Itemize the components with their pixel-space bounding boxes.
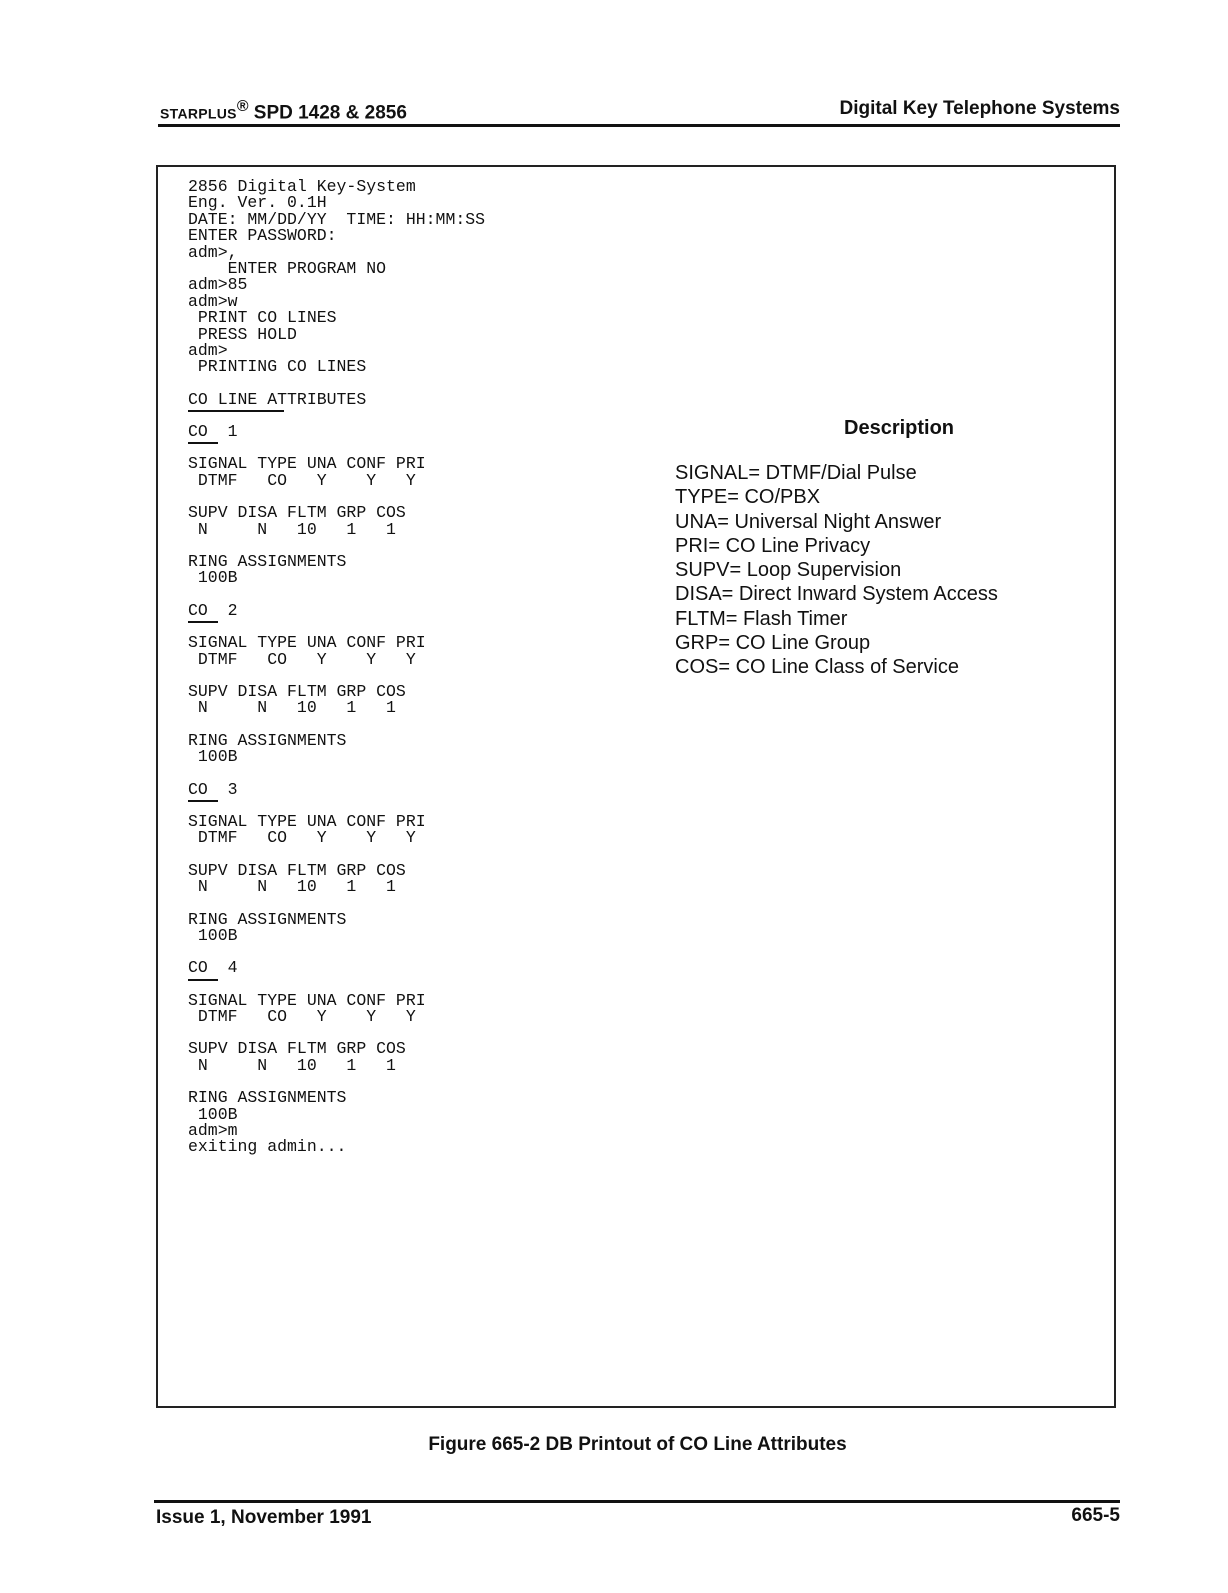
printout-line: ENTER PROGRAM NO [188, 258, 387, 278]
description-title: Description [844, 417, 955, 439]
supv-header: SUPV DISA FLTM GRP COS [188, 681, 406, 701]
printout-line: PRESS HOLD [188, 324, 297, 344]
brand-name: STARPLUS [160, 105, 237, 122]
supv-values: N N 10 1 1 [188, 519, 396, 539]
printout-line: adm>85 [188, 275, 248, 295]
printout-line: adm>, [188, 242, 238, 262]
ring-value: 100B [188, 1104, 238, 1124]
signal-header: SIGNAL TYPE UNA CONF PRI [188, 811, 426, 831]
header-system-title: Digital Key Telephone Systems [839, 98, 1120, 119]
page-number: 665-5 [1071, 1505, 1120, 1526]
co-line-label: CO 1 [188, 424, 485, 440]
registered-mark: ® [236, 98, 249, 115]
description-item: SUPV= Loop Supervision [675, 559, 902, 582]
printout-line: adm>m [188, 1121, 238, 1141]
printout-line: adm>w [188, 291, 238, 311]
ring-value: 100B [188, 747, 238, 767]
description-list [675, 461, 998, 680]
page-footer [154, 1500, 1120, 1533]
ring-value: 100B [188, 568, 238, 588]
printout-line: PRINTING CO LINES [188, 357, 367, 377]
section-title: CO LINE ATTRIBUTES [188, 392, 485, 408]
description-item: FLTM= Flash Timer [675, 607, 848, 630]
ring-value: 100B [188, 925, 238, 945]
description-item: UNA= Universal Night Answer [675, 510, 942, 533]
model-name: SPD 1428 & 2856 [253, 102, 407, 124]
figure-caption: Figure 665-2 DB Printout of CO Line Attributes [428, 1434, 847, 1455]
signal-header: SIGNAL TYPE UNA CONF PRI [188, 990, 426, 1010]
printout-line: 2856 Digital Key-System [188, 177, 416, 196]
signal-values: DTMF CO Y Y Y [188, 470, 416, 490]
supv-header: SUPV DISA FLTM GRP COS [188, 503, 406, 523]
description-item: TYPE= CO/PBX [675, 486, 821, 509]
description-item: COS= CO Line Class of Service [675, 656, 959, 679]
intro-block [188, 179, 485, 376]
description-item: GRP= CO Line Group [675, 632, 871, 655]
co-line-block [188, 766, 485, 945]
issue-date: Issue 1, November 1991 [156, 1507, 372, 1528]
header-product-title [160, 98, 407, 124]
ring-header: RING ASSIGNMENTS [188, 552, 347, 572]
supv-header: SUPV DISA FLTM GRP COS [188, 860, 406, 880]
printout-line: DATE: MM/DD/YY TIME: HH:MM:SS [188, 209, 486, 229]
co-line-label: CO 3 [188, 782, 485, 798]
signal-values: DTMF CO Y Y Y [188, 1007, 416, 1027]
printout-line: PRINT CO LINES [188, 308, 337, 328]
co-line-label: CO 4 [188, 960, 485, 976]
co-line-block [188, 408, 485, 587]
signal-values: DTMF CO Y Y Y [188, 649, 416, 669]
signal-header: SIGNAL TYPE UNA CONF PRI [188, 454, 426, 474]
description-item: DISA= Direct Inward System Access [675, 583, 998, 606]
printout-line: adm> [188, 340, 228, 360]
co-line-label: CO 2 [188, 603, 485, 619]
supv-values: N N 10 1 1 [188, 1055, 396, 1075]
co-line-block [188, 944, 485, 1123]
description-item: SIGNAL= DTMF/Dial Pulse [675, 462, 917, 484]
ring-header: RING ASSIGNMENTS [188, 1088, 347, 1108]
supv-values: N N 10 1 1 [188, 877, 396, 897]
page-header [158, 92, 1120, 127]
supv-header: SUPV DISA FLTM GRP COS [188, 1039, 406, 1059]
supv-values: N N 10 1 1 [188, 698, 396, 718]
figure-box [156, 165, 1116, 1408]
outro-block [188, 1123, 485, 1156]
signal-header: SIGNAL TYPE UNA CONF PRI [188, 633, 426, 653]
ring-header: RING ASSIGNMENTS [188, 730, 347, 750]
co-line-block [188, 587, 485, 766]
signal-values: DTMF CO Y Y Y [188, 828, 416, 848]
printout-line: exiting admin... [188, 1137, 347, 1157]
description-item: PRI= CO Line Privacy [675, 534, 871, 557]
ring-header: RING ASSIGNMENTS [188, 909, 347, 929]
db-printout [188, 179, 485, 1156]
printout-line: ENTER PASSWORD: [188, 226, 337, 246]
printout-line: Eng. Ver. 0.1H [188, 193, 327, 213]
